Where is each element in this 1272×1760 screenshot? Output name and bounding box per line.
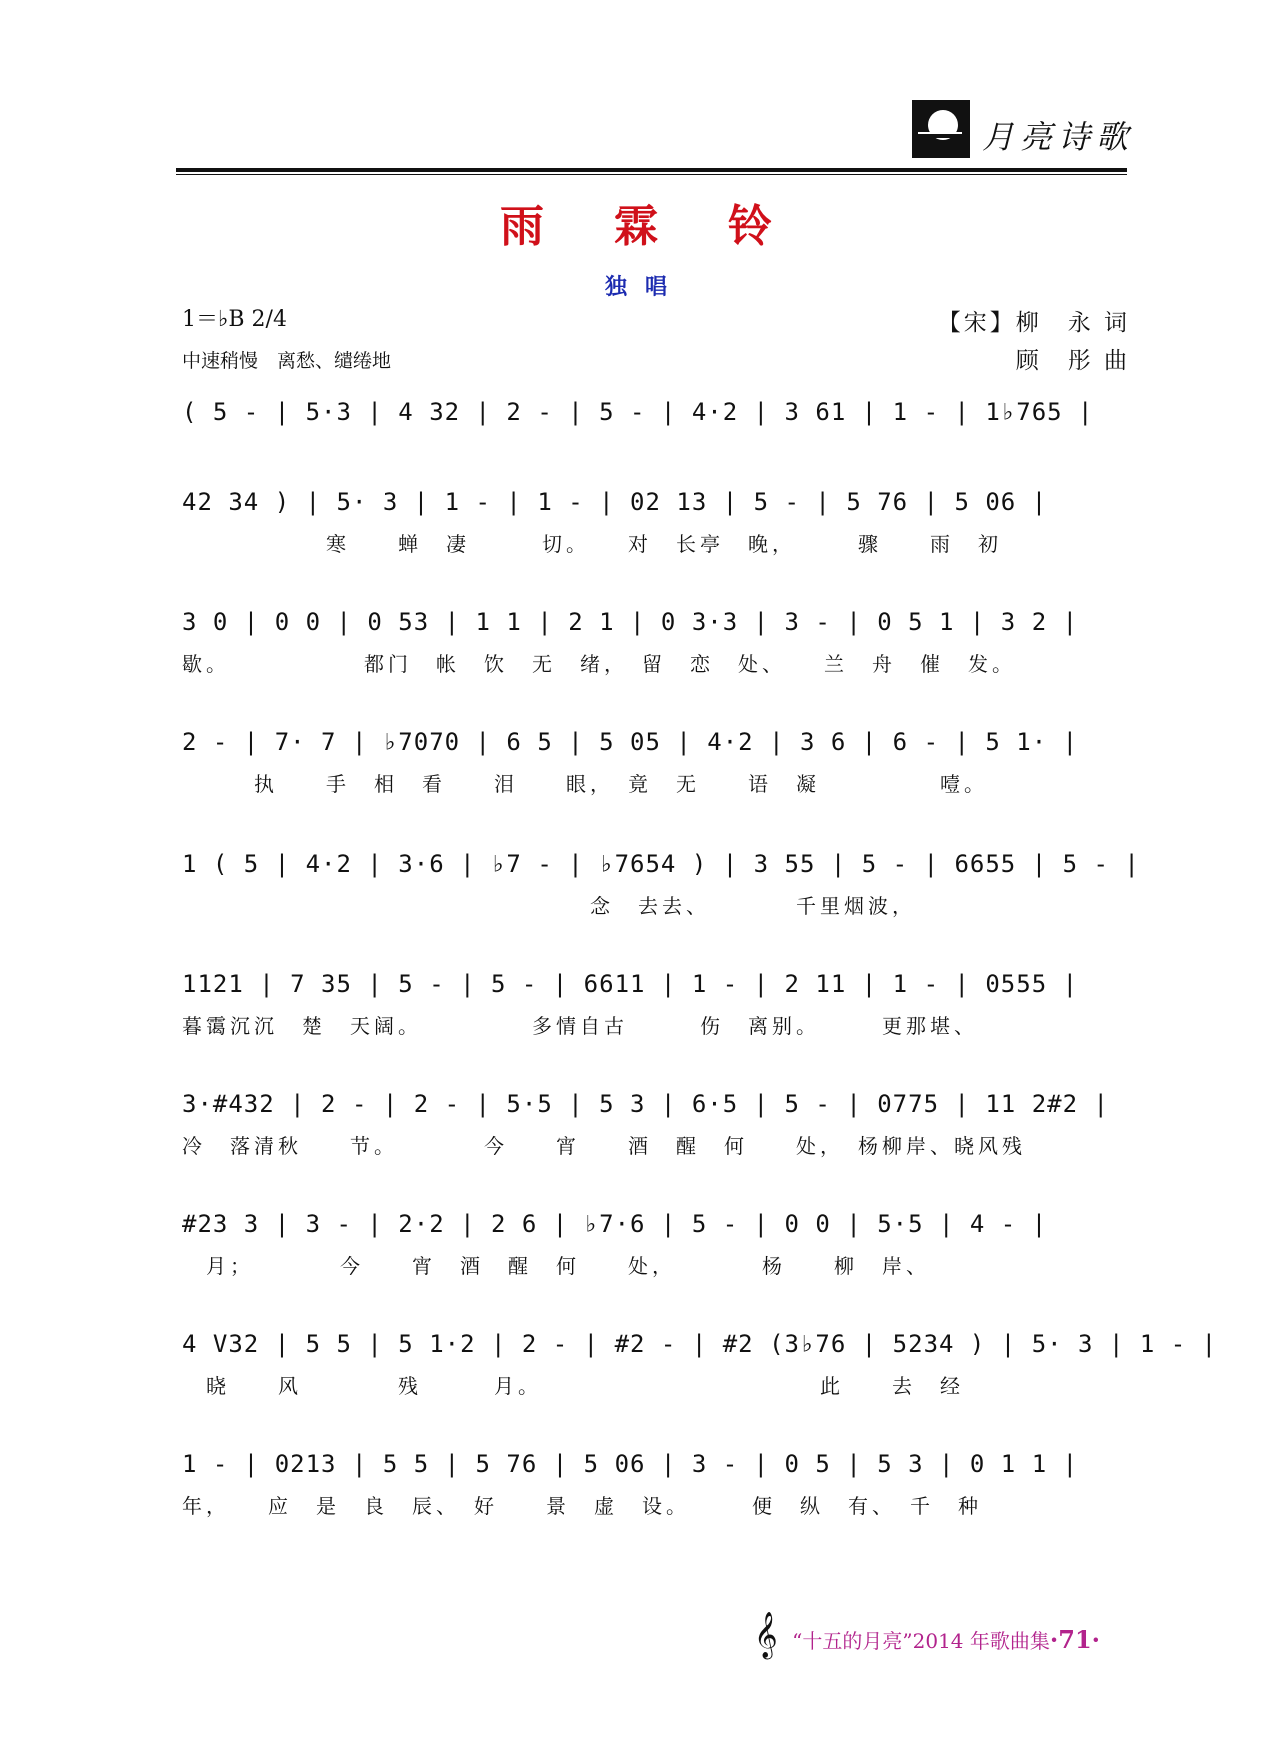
header-rule-thin	[176, 174, 1127, 175]
notation-line: 4 V32 | 5 5 | 5 1·2 | 2 - | #2 - | #2 (3♭76 | 5234 ) | 5· 3 | 1 - |	[182, 1330, 1218, 1358]
notation-line: 1 - | 0213 | 5 5 | 5 76 | 5 06 | 3 - | 0 5 | 5 3 | 0 1 1 |	[182, 1450, 1079, 1478]
header-rule	[176, 168, 1127, 172]
notation-line: 2 - | 7· 7 | ♭7070 | 6 5 | 5 05 | 4·2 | 3 6 | 6 - | 5 1· |	[182, 728, 1079, 756]
notation-line: #23 3 | 3 - | 2·2 | 2 6 | ♭7·6 | 5 - | 0 0 | 5·5 | 4 - |	[182, 1210, 1048, 1238]
lyrics-line: 寒 蝉 凄 切。 对 长亭 晚， 骤 雨 初	[182, 532, 1002, 556]
notation-line: ( 5 - | 5·3 | 4 32 | 2 - | 5 - | 4·2 | 3 61 | 1 - | 1♭765 |	[182, 398, 1094, 426]
lyrics-line: 月； 今 宵 酒 醒 何 处， 杨 柳 岸、	[182, 1254, 930, 1278]
page-number: ·71·	[1049, 1625, 1100, 1654]
notation-line: 3·#432 | 2 - | 2 - | 5·5 | 5 3 | 6·5 | 5 - | 0775 | 11 2#2 |	[182, 1090, 1109, 1118]
lyrics-line: 暮霭沉沉 楚 天阔。 多情自古 伤 离别。 更那堪、	[182, 1014, 978, 1038]
lyrics-line: 歇。 都门 帐 饮 无 绪， 留 恋 处、 兰 舟 催 发。	[182, 652, 1016, 676]
page-footer	[792, 1625, 1100, 1654]
key-signature: 1＝♭B 2/4	[182, 307, 287, 332]
notation-line: 42 34 ) | 5· 3 | 1 - | 1 - | 02 13 | 5 - | 5 76 | 5 06 |	[182, 488, 1048, 516]
treble-clef-icon: 𝄞	[754, 1612, 778, 1658]
lyrics-line: 冷 落清秋 节。 今 宵 酒 醒 何 处， 杨柳岸、晓风残	[182, 1134, 1026, 1158]
lyrics-line: 念 去去、 千里烟波，	[182, 894, 916, 918]
tempo-marking: 中速稍慢 离愁、缱绻地	[182, 350, 392, 372]
song-title: 雨霖铃	[500, 201, 842, 252]
lyrics-line: 晓 风 残 月。 此 去 经	[182, 1374, 964, 1398]
logo-text: 月亮诗歌	[982, 118, 1135, 156]
notation-line: 1 ( 5 | 4·2 | 3·6 | ♭7 - | ♭7654 ) | 3 55 | 5 - | 6655 | 5 - |	[182, 850, 1140, 878]
song-subtitle: 独唱	[604, 274, 685, 300]
moon-logo-icon	[912, 100, 970, 158]
lyrics-line: 执 手 相 看 泪 眼， 竟 无 语 凝 噎。	[182, 772, 988, 796]
composer: 顾 彤 曲	[1015, 348, 1130, 374]
lyricist: 【宋】柳 永 词	[937, 310, 1130, 336]
notation-line: 3 0 | 0 0 | 0 53 | 1 1 | 2 1 | 0 3·3 | 3 - | 0 5 1 | 3 2 |	[182, 608, 1079, 636]
notation-line: 1121 | 7 35 | 5 - | 5 - | 6611 | 1 - | 2 11 | 1 - | 0555 |	[182, 970, 1079, 998]
footer-text: “十五的月亮”2014 年歌曲集	[792, 1629, 1050, 1653]
lyrics-line: 年， 应 是 良 辰、 好 景 虚 设。 便 纵 有、 千 种	[182, 1494, 982, 1518]
